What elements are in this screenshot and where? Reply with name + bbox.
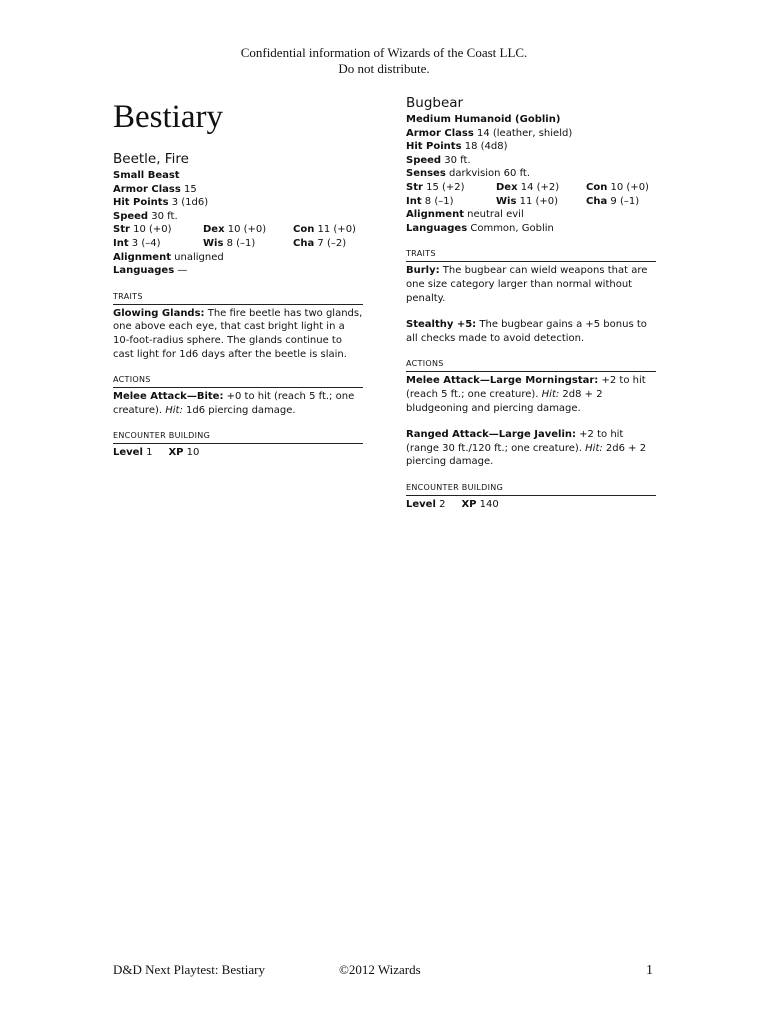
- trait-name: Burly:: [406, 265, 440, 277]
- trait-stealthy: [406, 318, 656, 345]
- monster-name-fire-beetle: Beetle, Fire: [113, 151, 189, 167]
- senses-value: darkvision 60 ft.: [445, 168, 531, 180]
- page-title: Bestiary: [113, 99, 223, 135]
- speed-line: [406, 154, 656, 168]
- trait-text: The bugbear can wield weapons that are one size category larger than normal without penalty.: [406, 265, 648, 304]
- level-stat: [113, 446, 152, 460]
- xp-label: XP: [168, 447, 184, 459]
- action-name: Melee Attack—Bite:: [113, 391, 224, 403]
- ability-row-2: [406, 195, 656, 209]
- armor-value: 14 (leather, shield): [473, 127, 573, 139]
- languages-label: Languages: [113, 265, 175, 277]
- dex-stat: [203, 223, 293, 237]
- xp-label: XP: [461, 498, 477, 510]
- confidential-header: [0, 45, 768, 77]
- trait-name: Glowing Glands:: [113, 307, 205, 319]
- con-value: 11 (+0): [314, 224, 356, 236]
- hp-value: 3 (1d6): [168, 197, 209, 209]
- trait-text: The fire beetle has two glands, one above each eye, that cast bright light in a 10-foot-radius sphere. The glands continue to cast light for 1d6 days after the beetle is slain.: [113, 307, 363, 360]
- speed-line: [113, 210, 363, 224]
- xp-value: 10: [183, 447, 200, 459]
- int-label: Int: [113, 237, 129, 249]
- str-value: 15 (+2): [422, 181, 465, 193]
- traits-heading: TRAITS: [113, 292, 363, 305]
- con-stat: [586, 181, 656, 195]
- hp-value: 18 (4d8): [461, 141, 508, 153]
- alignment-line: [113, 251, 363, 265]
- page-number: 1: [646, 963, 653, 978]
- traits-heading: TRAITS: [406, 249, 656, 262]
- hp-label: Hit Points: [406, 141, 462, 153]
- hit-points-line: [406, 140, 656, 154]
- dex-value: 14 (+2): [517, 181, 560, 193]
- str-stat: [113, 223, 203, 237]
- dex-value: 10 (+0): [224, 224, 267, 236]
- senses-line: [406, 167, 656, 181]
- action-javelin: [406, 428, 656, 469]
- action-text: +2 to hit (range 30 ft./120 ft.; one creature).: [406, 429, 624, 454]
- speed-label: Speed: [113, 210, 149, 222]
- wis-stat: [496, 195, 586, 209]
- wis-value: 11 (+0): [516, 195, 559, 207]
- trait-text: The bugbear gains a +5 bonus to all checks made to avoid detection.: [406, 319, 647, 344]
- action-name: Melee Attack—Large Morningstar:: [406, 375, 599, 387]
- level-value: 2: [435, 498, 446, 510]
- wis-label: Wis: [203, 237, 224, 249]
- hit-label: Hit:: [165, 404, 183, 416]
- armor-class-line: [113, 183, 363, 197]
- trait-glowing-glands: [113, 307, 363, 361]
- level-label: Level: [406, 498, 436, 510]
- type-text: Small Beast: [113, 170, 180, 181]
- alignment-value: neutral evil: [463, 209, 524, 221]
- hp-label: Hit Points: [113, 197, 169, 209]
- action-text: +2 to hit (reach 5 ft.; one creature).: [406, 375, 646, 400]
- trait-name: Stealthy +5:: [406, 319, 477, 331]
- alignment-label: Alignment: [406, 209, 464, 221]
- languages-line: [406, 222, 656, 236]
- languages-value: —: [174, 265, 188, 277]
- hit-points-line: [113, 196, 363, 210]
- wis-label: Wis: [496, 195, 517, 207]
- type-text: Medium Humanoid (Goblin): [406, 114, 561, 125]
- damage-text: 2d8 + 2 bludgeoning and piercing damage.: [406, 388, 603, 414]
- xp-stat: [461, 498, 498, 512]
- int-stat: [406, 195, 496, 209]
- dex-stat: [496, 181, 586, 195]
- int-stat: [113, 237, 203, 251]
- monster-type: [113, 169, 363, 183]
- trait-burly: [406, 264, 656, 305]
- alignment-line: [406, 208, 656, 222]
- speed-value: 30 ft.: [148, 210, 178, 222]
- left-column: [113, 93, 363, 460]
- encounter-heading: ENCOUNTER BUILDING: [406, 483, 656, 496]
- languages-label: Languages: [406, 222, 468, 234]
- wis-value: 8 (–1): [223, 237, 256, 249]
- action-name: Ranged Attack—Large Javelin:: [406, 429, 576, 441]
- int-value: 8 (–1): [421, 195, 454, 207]
- armor-label: Armor Class: [406, 127, 474, 139]
- cha-stat: [293, 237, 363, 251]
- languages-line: [113, 264, 363, 278]
- armor-label: Armor Class: [113, 183, 181, 195]
- int-label: Int: [406, 195, 422, 207]
- level-value: 1: [142, 447, 153, 459]
- speed-value: 30 ft.: [441, 154, 471, 166]
- encounter-heading: ENCOUNTER BUILDING: [113, 431, 363, 444]
- alignment-value: unaligned: [170, 251, 224, 263]
- armor-value: 15: [180, 183, 197, 195]
- xp-value: 140: [476, 498, 499, 510]
- wis-stat: [203, 237, 293, 251]
- encounter-row: [113, 446, 363, 460]
- ability-row-2: [113, 237, 363, 251]
- level-stat: [406, 498, 445, 512]
- damage-text: 2d6 + 2 piercing damage.: [406, 442, 647, 468]
- header-line-1: Confidential information of Wizards of the Coast LLC.: [240, 45, 528, 60]
- actions-heading: ACTIONS: [406, 359, 656, 372]
- speed-label: Speed: [406, 154, 442, 166]
- hit-label: Hit:: [541, 388, 560, 400]
- cha-value: 9 (–1): [607, 195, 640, 207]
- actions-heading: ACTIONS: [113, 375, 363, 388]
- str-label: Str: [113, 224, 130, 236]
- str-value: 10 (+0): [129, 224, 172, 236]
- str-stat: [406, 181, 496, 195]
- armor-class-line: [406, 127, 656, 141]
- con-label: Con: [586, 181, 608, 193]
- monster-name-bugbear: Bugbear: [406, 95, 464, 111]
- alignment-label: Alignment: [113, 251, 171, 263]
- ability-row-1: [113, 223, 363, 237]
- right-column: [406, 93, 656, 511]
- action-morningstar: [406, 374, 656, 415]
- encounter-row: [406, 498, 656, 512]
- dex-label: Dex: [203, 224, 225, 236]
- footer-title: D&D Next Playtest: Bestiary: [113, 962, 266, 977]
- damage-text: 1d6 piercing damage.: [182, 404, 296, 416]
- languages-value: Common, Goblin: [467, 222, 554, 234]
- level-label: Level: [113, 447, 143, 459]
- hit-label: Hit:: [585, 442, 603, 454]
- cha-value: 7 (–2): [314, 237, 347, 249]
- action-text: +0 to hit (reach 5 ft.; one creature).: [113, 391, 355, 416]
- cha-stat: [586, 195, 656, 209]
- str-label: Str: [406, 181, 423, 193]
- header-line-2: Do not distribute.: [338, 61, 430, 76]
- con-value: 10 (+0): [607, 181, 649, 193]
- ability-row-1: [406, 181, 656, 195]
- cha-label: Cha: [586, 195, 608, 207]
- int-value: 3 (–4): [128, 237, 161, 249]
- cha-label: Cha: [293, 237, 315, 249]
- xp-stat: [168, 446, 199, 460]
- senses-label: Senses: [406, 168, 446, 180]
- action-bite: [113, 390, 363, 417]
- monster-type: [406, 113, 656, 127]
- con-stat: [293, 223, 363, 237]
- con-label: Con: [293, 224, 315, 236]
- dex-label: Dex: [496, 181, 518, 193]
- footer-copyright: ©2012 Wizards: [339, 962, 421, 977]
